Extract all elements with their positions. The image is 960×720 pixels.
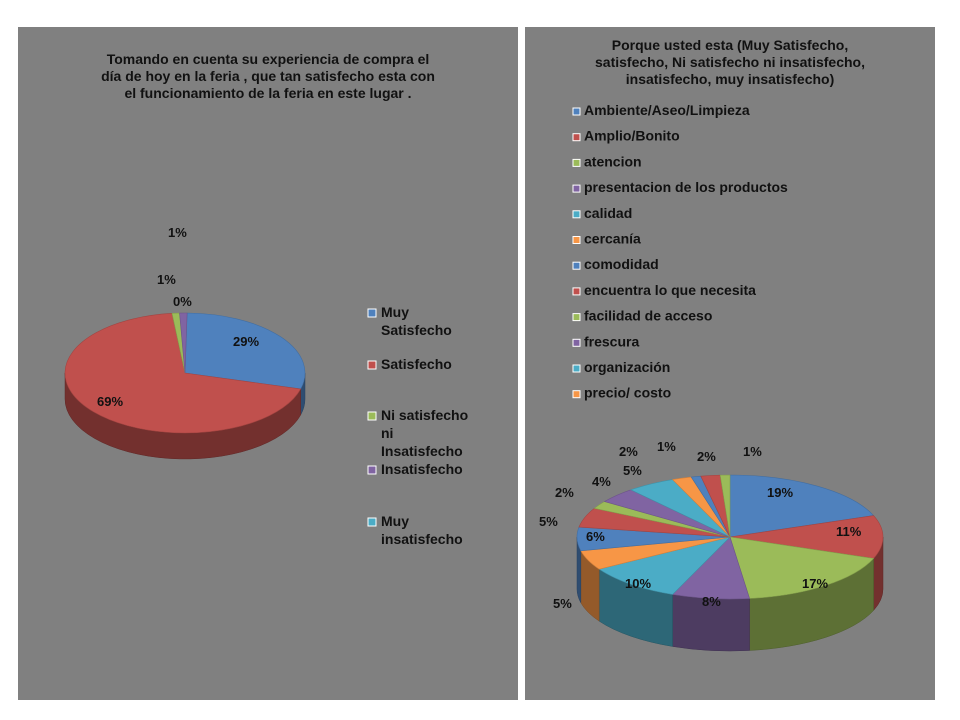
legend-marker	[573, 365, 580, 372]
legend-label: calidad	[584, 204, 633, 221]
data-label: 1%	[157, 272, 176, 287]
legend-label: Muy	[381, 304, 409, 320]
legend-marker	[573, 211, 580, 218]
data-label: 69%	[97, 394, 124, 409]
legend-label: atencion	[584, 153, 642, 170]
legend-label: precio/ costo	[584, 384, 672, 401]
legend-label: organización	[584, 359, 671, 375]
legend-marker	[368, 309, 376, 317]
legend-marker	[368, 466, 376, 474]
data-label: 1%	[168, 225, 187, 240]
data-label: 11%	[836, 524, 862, 539]
legend-label: comodidad	[584, 256, 659, 273]
data-label: 1%	[743, 444, 762, 459]
legend-label: Ambiente/Aseo/Limpieza	[584, 102, 750, 118]
title-line: día de hoy en la feria , que tan satisfecho esta con	[101, 68, 435, 84]
data-label: 5%	[539, 514, 558, 529]
legend-marker	[573, 185, 580, 192]
data-label: 0%	[173, 294, 192, 309]
data-label: 4%	[592, 474, 611, 489]
title-line: Tomando en cuenta su experiencia de compra el	[106, 51, 430, 67]
legend-label: frescura	[584, 333, 640, 350]
legend-label: insatisfecho	[381, 531, 463, 547]
legend-marker	[573, 237, 580, 244]
legend-marker	[573, 339, 580, 346]
legend-marker	[368, 361, 376, 369]
title-line: insatisfecho, muy insatisfecho)	[625, 71, 835, 87]
data-label: 19%	[767, 485, 794, 500]
data-label: 2%	[697, 449, 716, 464]
legend-marker	[573, 108, 580, 115]
legend-marker	[368, 518, 376, 526]
legend-label: presentacion de los productos	[584, 179, 788, 196]
legend-label: Ni satisfecho	[381, 407, 469, 423]
legend-label: Amplio/Bonito	[584, 127, 680, 144]
data-label: 2%	[555, 485, 574, 500]
legend-marker	[368, 412, 376, 420]
data-label: 6%	[586, 529, 605, 544]
title-line: Porque usted esta (Muy Satisfecho,	[611, 37, 849, 53]
reasons-pie-chart	[525, 27, 935, 700]
legend-marker	[573, 314, 580, 321]
title-line: el funcionamiento de la feria en este lugar .	[124, 85, 412, 101]
legend-label: ni	[381, 425, 394, 441]
legend-marker	[573, 391, 580, 398]
legend-label: Muy	[381, 513, 409, 529]
legend-label: Insatisfecho	[381, 461, 463, 477]
data-label: 5%	[623, 463, 642, 478]
legend-label: Insatisfecho	[381, 443, 463, 459]
data-label: 1%	[657, 439, 676, 454]
legend-marker	[573, 288, 580, 295]
data-label: 8%	[702, 594, 721, 609]
left-chart-panel	[18, 27, 518, 700]
right-chart-panel	[525, 27, 935, 700]
data-label: 5%	[553, 596, 572, 611]
legend-label: encuentra lo que necesita	[584, 281, 756, 298]
legend-marker	[573, 134, 580, 141]
legend-marker	[573, 159, 580, 166]
legend-label: cercanía	[584, 230, 641, 247]
legend-marker	[573, 262, 580, 269]
data-label: 2%	[619, 444, 638, 459]
data-label: 17%	[802, 576, 829, 591]
data-label: 29%	[233, 334, 260, 349]
satisfaction-pie-chart	[18, 27, 518, 700]
legend-label: facilidad de acceso	[584, 307, 713, 324]
legend-label: Satisfecho	[381, 356, 452, 372]
legend-label: Satisfecho	[381, 322, 452, 338]
title-line: satisfecho, Ni satisfecho ni insatisfecho,	[595, 54, 865, 70]
data-label: 10%	[625, 576, 652, 591]
